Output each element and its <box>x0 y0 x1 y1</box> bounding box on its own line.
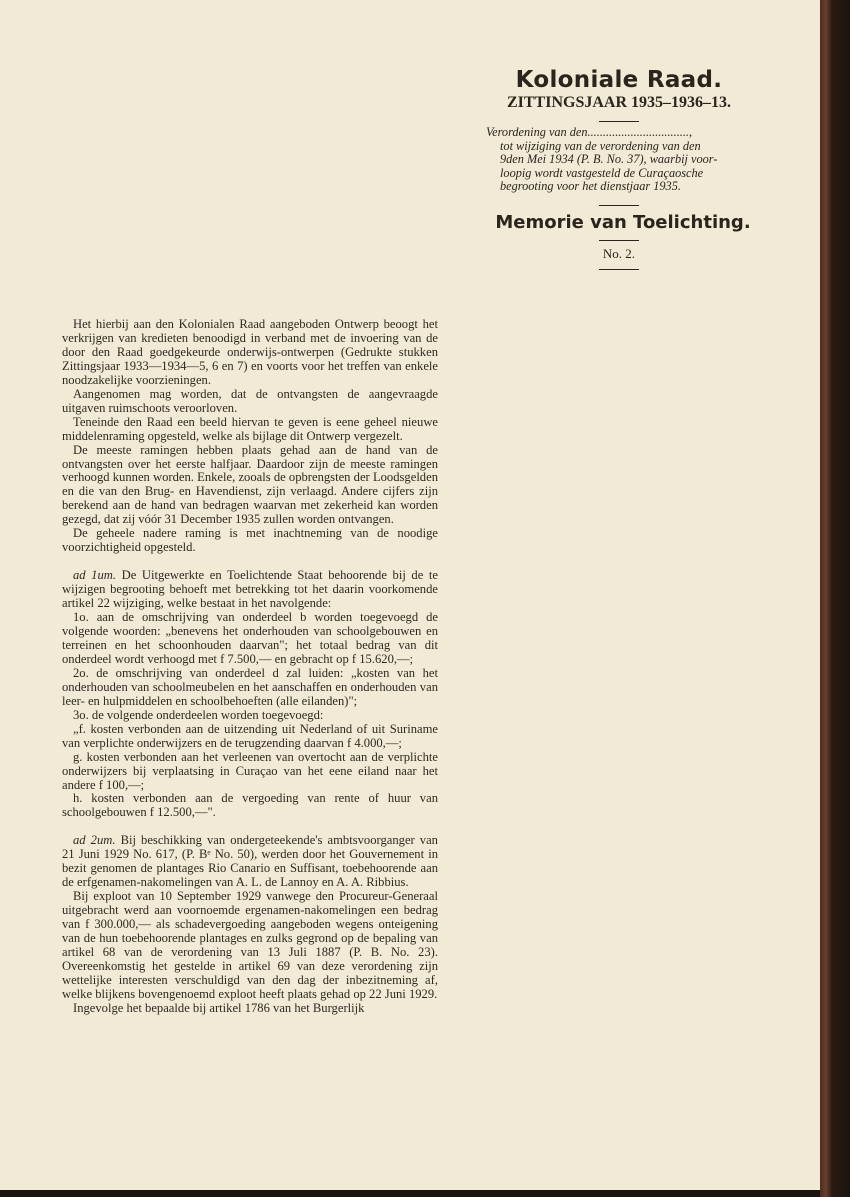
paragraph: De geheele nadere raming is met inachtneming van de noodige voorzichtigheid opgesteld. <box>62 526 438 555</box>
ordinance-line: begrooting voor het dienstjaar 1935. <box>500 179 681 194</box>
ad1-label: ad 1um. <box>73 568 117 583</box>
list-item: 1o. aan de omschrijving van onderdeel b worden toegevoegd de volgende woorden: „benevens het onderhouden van schoolgebouwen en terreinen en het schoonhouden daarvan"; het totaal bedrag van dit onderdeel wordt verhoogd met f 7.500,— en gebracht op f 15.620,—; <box>62 610 438 666</box>
paragraph: Teneinde den Raad een beeld hiervan te geven is eene geheel nieuwe middelenraming opgesteld, welke als bijlage dit Ontwerp vergezelt. <box>62 414 438 443</box>
list-item: g. kosten verbonden aan het verleenen van overtocht aan de verplichte onderwijzers bij verplaatsing in Curaçao van het eene eiland naar het andere f 100,—; <box>62 749 438 792</box>
ordinance-line: 9den Mei 1934 (P. B. No. 37), waarbij voor- <box>500 152 718 167</box>
ordinance-title <box>484 126 754 194</box>
paragraph-ad2 <box>62 834 438 890</box>
paragraph: Ingevolge het bepaalde bij artikel 1786 van het Burgerlijk <box>73 1000 365 1015</box>
list-item: h. kosten verbonden aan de vergoeding van rente of huur van schoolgebouwen f 12.500,—". <box>62 791 438 820</box>
document-number: No. 2. <box>602 245 636 261</box>
ordinance-line: Verordening van den................................., <box>486 125 693 139</box>
ad1-text: De Uitgewerkte en Toelichtende Staat behoorende bij de te wijzigen begrooting behoeft met betrekking tot het daarin voorkomende artikel 22 wijziging, welke bestaat in het navolgende: <box>62 568 438 611</box>
list-item: 2o. de omschrijving van onderdeel d zal luiden: „kosten van het onderhouden van schoolmeubelen en het aanschaffen en onderhouden van leer- en hulpmiddelen en schoolbehoeften (alle eilanden)"; <box>62 665 438 708</box>
book-binding <box>820 0 850 1197</box>
ad2-text: Bij beschikking van ondergeteekende's ambtsvoorganger van 21 Juni 1929 No. 617, (P. Bᵉ No. 50), werden door het Gouvernement in bezit genomen de plantages Rio Canario en Suffisant, toebehoorende aan de erfgenamen-nakomelingen van A. L. de Lannoy en A. A. Ribbius. <box>62 833 438 890</box>
divider <box>599 269 639 270</box>
paragraph: Aangenomen mag worden, dat de ontvangsten de aangevraagde uitgaven ruimschoots veroorloven. <box>62 386 438 415</box>
ad2-label: ad 2um. <box>73 833 116 848</box>
paragraph: De meeste ramingen hebben plaats gehad aan de hand van de ontvangsten over het eerste halfjaar. Daardoor zijn de meeste ramingen verhoogd kunnen worden. Enkele, zooals de opbrengsten der Loodsgelden en die van den Brug- en Havendienst, zijn verlaagd. Andere cijfers zijn berekend aan de hand van bedragen waarvan met zekerheid kan worden gezegd, dat zij vóór 31 December 1935 zullen worden ontvangen. <box>62 442 438 527</box>
paragraph-ad1 <box>62 569 438 611</box>
document-header <box>484 66 754 270</box>
session-line: ZITTINGSJAAR 1935–1936–13. <box>506 94 732 111</box>
body-text <box>62 318 438 1016</box>
paragraph: Het hierbij aan den Kolonialen Raad aangeboden Ontwerp beoogt het verkrijgen van kredieten benoodigd in verband met de invoering van de door den Raad goedgekeurde onderwijs-ontwerpen (Gedrukte stukken Zittingsjaar 1933—1934—5, 6 en 7) en voorts voor het treffen van enkele noodzakelijke voorzieningen. <box>62 317 438 387</box>
section-heading: Memorie van Toelichting. <box>495 211 751 233</box>
page-title: Koloniale Raad. <box>515 67 723 93</box>
divider <box>599 205 639 206</box>
divider <box>599 121 639 122</box>
list-item: 3o. de volgende onderdeelen worden toegevoegd: <box>73 707 324 722</box>
list-item: „f. kosten verbonden aan de uitzending uit Nederland of uit Suriname van verplichte onderwijzers en de terugzending daarvan f 4.000,—; <box>62 721 438 750</box>
ordinance-line: tot wijziging van de verordening van den <box>500 138 701 153</box>
divider <box>599 240 639 241</box>
paragraph: Bij exploot van 10 September 1929 vanwege den Procureur-Generaal uitgebracht werd aan voornoemde ergenamen-nakomelingen een bedrag van f 300.000,— als schadevergoeding aangeboden wegens onteigening van de hun toebehoorende plantages en zulks gegrond op de bepaling van artikel 68 van de verordening van 13 Juli 1887 (P. B. No. 23). Overeenkomstig het gestelde in artikel 69 van deze verordening zijn wettelijke interesten verschuldigd van den dag der inbezitneming af, welke blijkens bovengenoemd exploot heeft plaats gehad op 22 Juni 1929. <box>62 889 438 1001</box>
ordinance-line: loopig wordt vastgesteld de Curaçaosche <box>500 165 704 180</box>
